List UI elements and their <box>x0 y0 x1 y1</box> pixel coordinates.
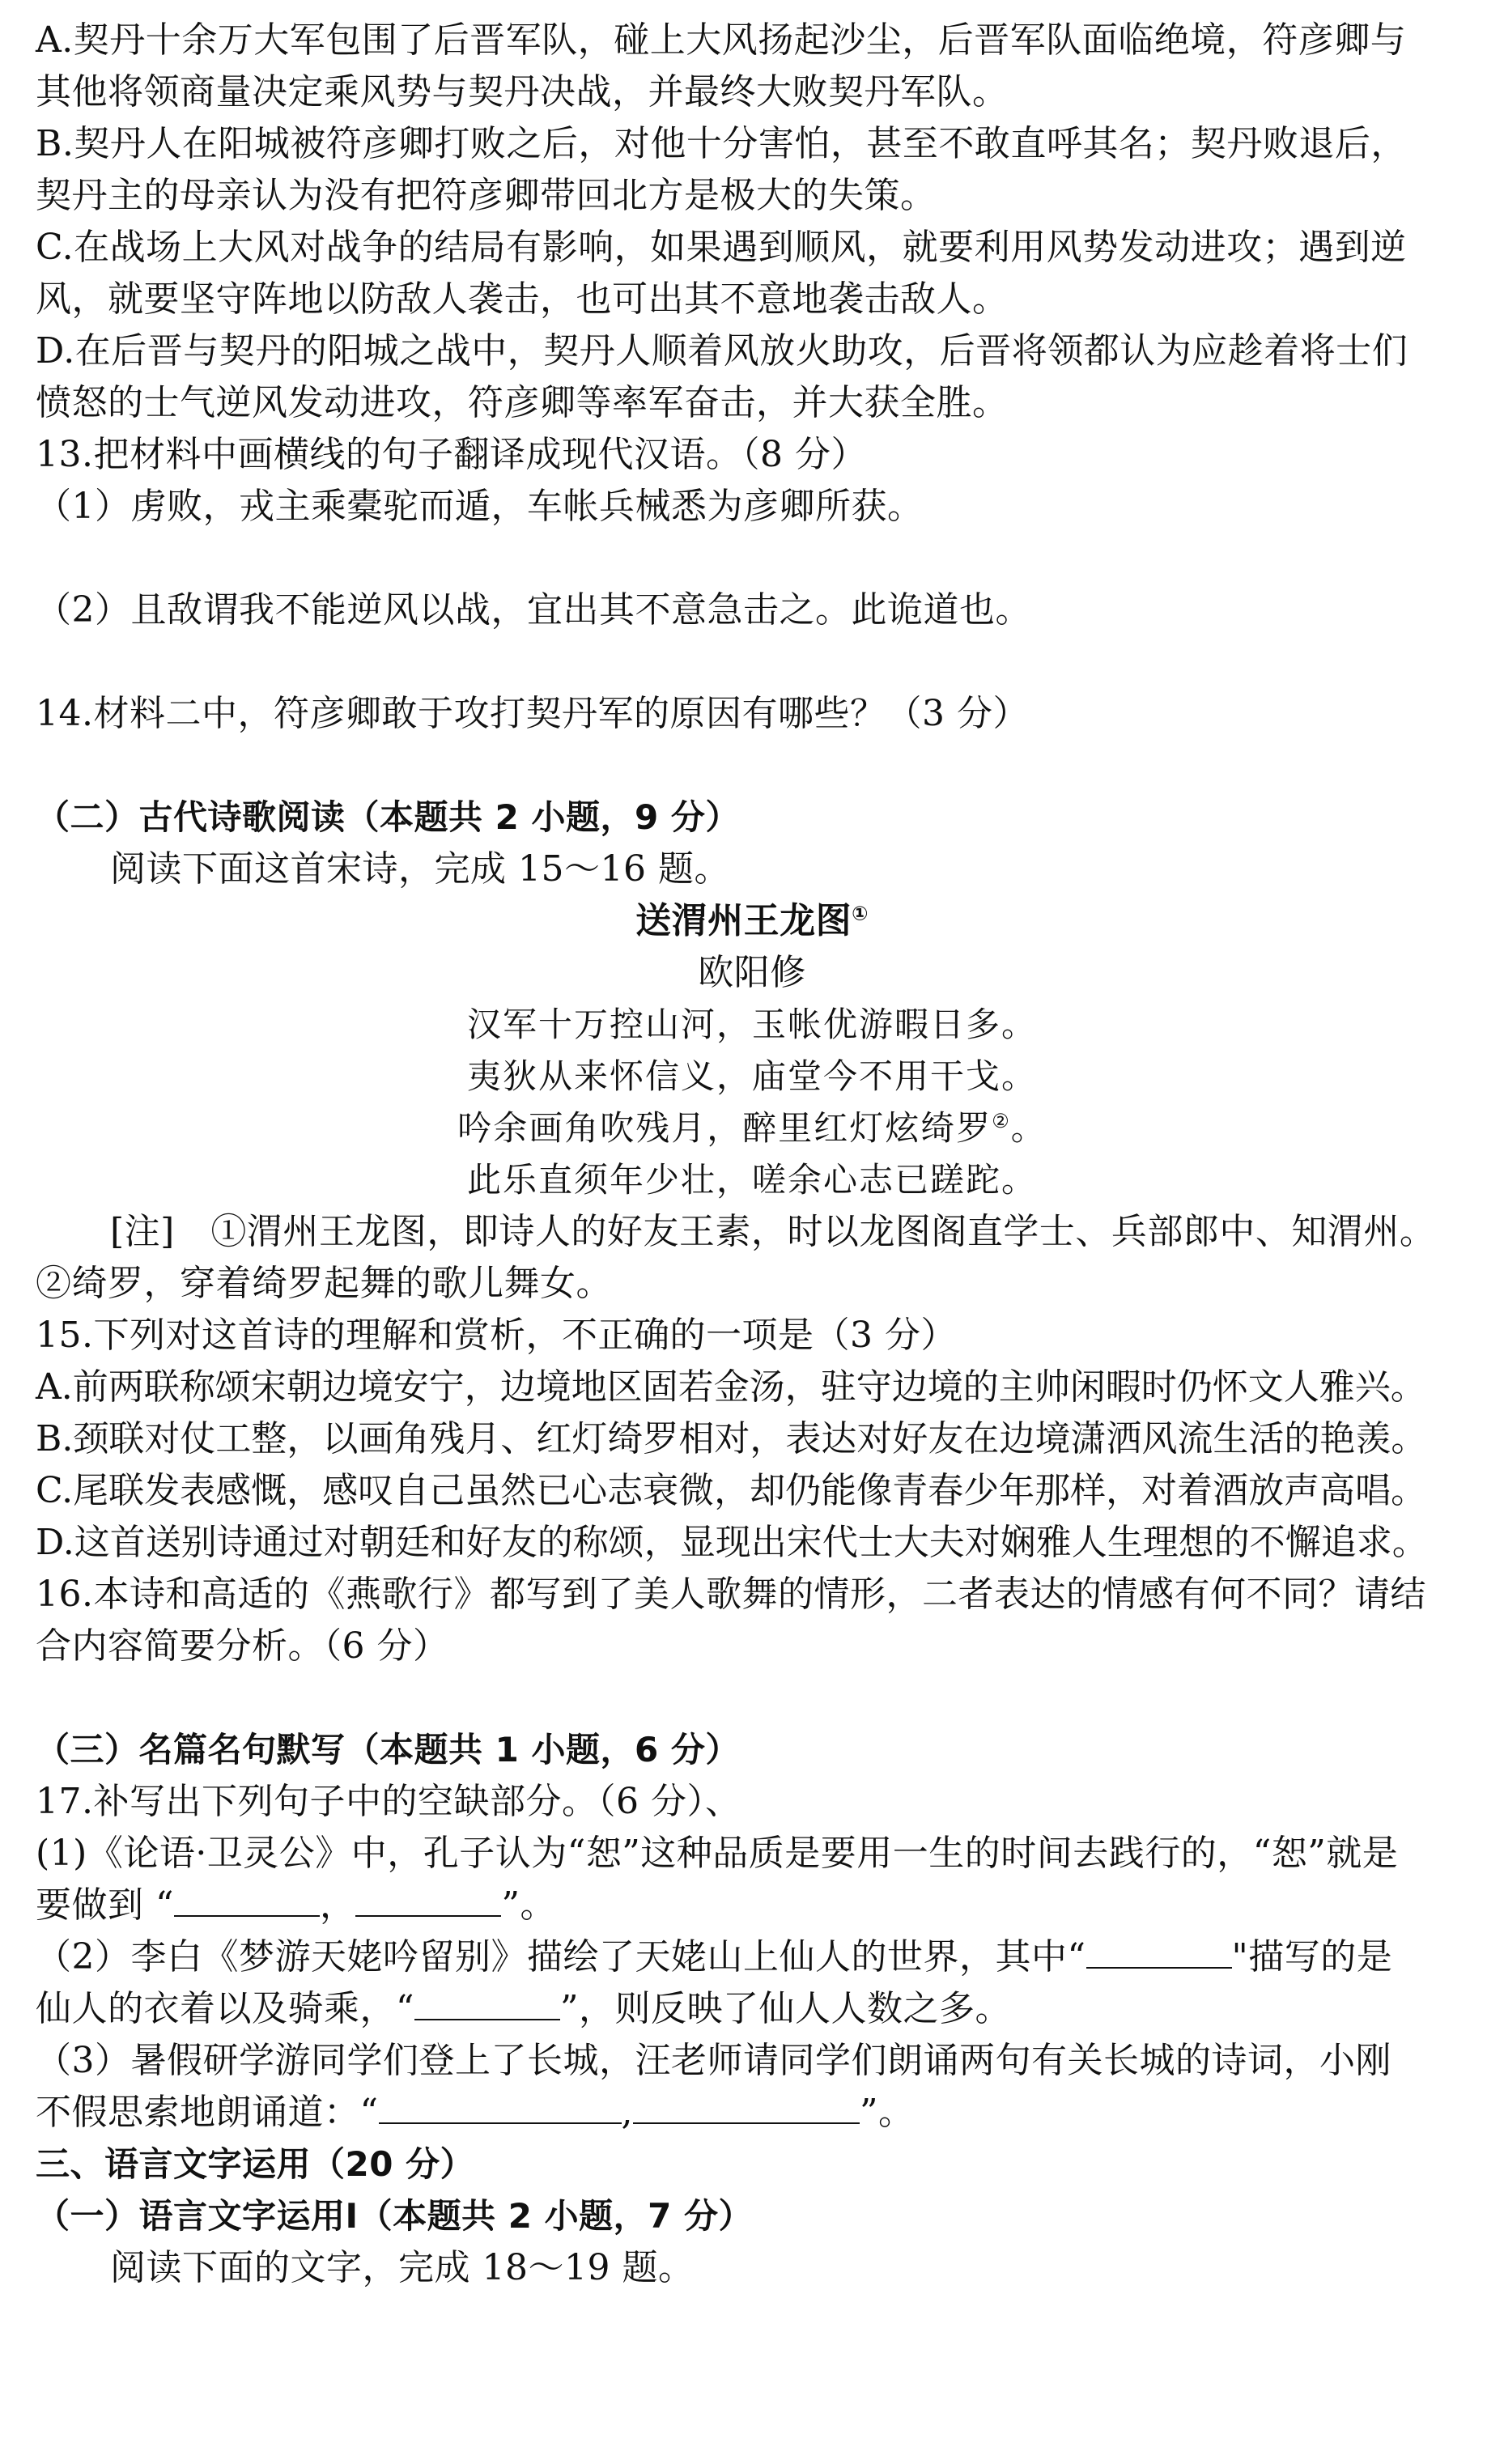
answer-space <box>36 636 1468 688</box>
q14-stem: 14.材料二中，符彦卿敢于攻打契丹军的原因有哪些？（3 分） <box>36 693 1029 734</box>
q17-part-2-line-2-prefix: 仙人的衣着以及骑乘，“ <box>36 1988 414 2029</box>
q17-stem: 17.补写出下列句子中的空缺部分。（6 分）、 <box>36 1781 741 1822</box>
exam-page <box>36 15 1468 2294</box>
poem-line-4: 此乐直须年少壮，嗟余心志已蹉跎。 <box>466 1160 1037 1200</box>
poem-note-1: [注] ①渭州王龙图，即诗人的好友王素，时以龙图阁直学士、兵部郎中、知渭州。 <box>110 1211 1436 1252</box>
q15-option-b: B.颈联对仗工整，以画角残月、红灯绮罗相对，表达对好友在边境潇洒风流生活的艳羡。 <box>36 1418 1427 1459</box>
option-b-line-1: B.契丹人在阳城被符彦卿打败之后，对他十分害怕，甚至不敢直呼其名；契丹败退后， <box>36 123 1407 164</box>
option-a-line-1: A.契丹十余万大军包围了后晋军队，碰上大风扬起沙尘，后晋军队面临绝境，符彦卿与 <box>36 19 1407 61</box>
fill-blank[interactable] <box>174 1883 320 1917</box>
q12-options <box>36 15 1468 429</box>
section-poetry-heading: （二）古代诗歌阅读（本题共 2 小题，9 分） <box>36 797 740 837</box>
poem-title-text: 送渭州王龙图 <box>635 900 852 941</box>
option-b-line-2: 契丹主的母亲认为没有把符彦卿带回北方是极大的失策。 <box>36 175 937 216</box>
q17-part-1-line-1: (1)《论语·卫灵公》中，孔子认为“恕”这种品质是要用一生的时间去践行的，“恕”就是 <box>36 1833 1399 1874</box>
option-d-line-2: 愤怒的士气逆风发动进攻，符彦卿等率军奋击，并大获全胜。 <box>36 382 1009 423</box>
poem-line-1: 汉军十万控山河，玉帐优游暇日多。 <box>466 1005 1037 1044</box>
q13-stem: 13.把材料中画横线的句子翻译成现代汉语。（8 分） <box>36 434 867 475</box>
q17-part-1-prefix: 要做到 “ <box>36 1884 174 1926</box>
q17-part-1-line-2 <box>36 1880 1468 1931</box>
fill-blank[interactable] <box>414 1986 560 2020</box>
poem-title <box>36 895 1468 947</box>
section-recite-heading: （三）名篇名句默写（本题共 1 小题，6 分） <box>36 1730 740 1769</box>
q17-part-2-prefix: （2）李白《梦游天姥吟留别》描绘了天姥山上仙人的世界，其中“ <box>36 1936 1086 1978</box>
q15-stem: 15.下列对这首诗的理解和赏析，不正确的一项是（3 分） <box>36 1315 957 1356</box>
poem-line-3-text: 吟余画角吹残月，醉里红灯炫绮罗 <box>457 1108 992 1148</box>
fill-blank[interactable] <box>379 2090 622 2124</box>
q13-sentence-1: （1）虏败，戎主乘橐驼而遁，车帐兵械悉为彦卿所获。 <box>36 486 924 527</box>
answer-space <box>36 740 1468 792</box>
fill-blank[interactable] <box>633 2090 860 2124</box>
section-language-subheading: （一）语言文字运用Ⅰ（本题共 2 小题，7 分） <box>36 2196 753 2236</box>
language-instruction: 阅读下面的文字，完成 18～19 题。 <box>110 2247 695 2288</box>
q17-part-2-suffix: "描写的是 <box>1231 1936 1393 1978</box>
q15-option-a: A.前两联称颂宋朝边境安宁，边境地区固若金汤，驻守边境的主帅闲暇时仍怀文人雅兴。 <box>36 1366 1426 1408</box>
poem-note-2: ②绮罗，穿着绮罗起舞的歌儿舞女。 <box>36 1263 612 1304</box>
poem-line-2: 夷狄从来怀信义，庙堂今不用干戈。 <box>466 1056 1037 1096</box>
q17-part-3-line-2 <box>36 2087 1468 2139</box>
q17-part-3-line-1: （3）暑假研学游同学们登上了长城，汪老师请同学们朗诵两句有关长城的诗词，小刚 <box>36 2040 1391 2081</box>
poetry-instruction: 阅读下面这首宋诗，完成 15～16 题。 <box>110 848 730 890</box>
q17-part-1-suffix: ”。 <box>501 1884 556 1926</box>
poem-line-3-note-mark: ② <box>992 1110 1011 1132</box>
option-a-line-2: 其他将领商量决定乘风势与契丹决战，并最终大败契丹军队。 <box>36 71 1009 113</box>
poem-title-note-mark: ① <box>852 902 869 925</box>
answer-space <box>36 1672 1468 1724</box>
q17-part-2-line-1 <box>36 1931 1468 1983</box>
q16-stem-line-2: 合内容简要分析。（6 分） <box>36 1625 449 1667</box>
option-c-line-2: 风，就要坚守阵地以防敌人袭击，也可出其不意地袭击敌人。 <box>36 278 1009 320</box>
answer-space <box>36 533 1468 584</box>
option-d-line-1: D.在后晋与契丹的阳城之战中，契丹人顺着风放火助攻，后晋将领都认为应趁着将士们 <box>36 330 1408 372</box>
q17-part-1-sep: ， <box>319 1884 356 1926</box>
q16-stem-line-1: 16.本诗和高适的《燕歌行》都写到了美人歌舞的情形，二者表达的情感有何不同？请结 <box>36 1574 1426 1615</box>
q13-sentence-2: （2）且敌谓我不能逆风以战，宜出其不意急击之。此诡道也。 <box>36 589 1031 631</box>
q17-part-3-prefix: 不假思索地朗诵道：“ <box>36 2092 379 2133</box>
q17-part-3-suffix: ”。 <box>860 2092 915 2133</box>
q17-part-3-sep: , <box>621 2092 633 2133</box>
q15-option-c: C.尾联发表感慨，感叹自己虽然已心志衰微，却仍能像青春少年那样，对着酒放声高唱。 <box>36 1470 1427 1511</box>
q17-part-2-line-2 <box>36 1983 1468 2035</box>
option-c-line-1: C.在战场上大风对战争的结局有影响，如果遇到顺风，就要利用风势发动进攻；遇到逆 <box>36 227 1407 268</box>
poem-line-3: 吟余画角吹残月，醉里红灯炫绮罗②。 <box>457 1108 1047 1148</box>
poem-author: 欧阳修 <box>698 952 806 993</box>
fill-blank[interactable] <box>1086 1935 1232 1969</box>
q15-option-d: D.这首送别诗通过对朝廷和好友的称颂，显现出宋代士大夫对娴雅人生理想的不懈追求。 <box>36 1522 1428 1563</box>
fill-blank[interactable] <box>355 1883 501 1917</box>
section-language-heading: 三、语言文字运用（20 分） <box>36 2144 475 2184</box>
q17-part-2-line-2-suffix: ”，则反映了仙人人数之多。 <box>560 1988 1011 2029</box>
